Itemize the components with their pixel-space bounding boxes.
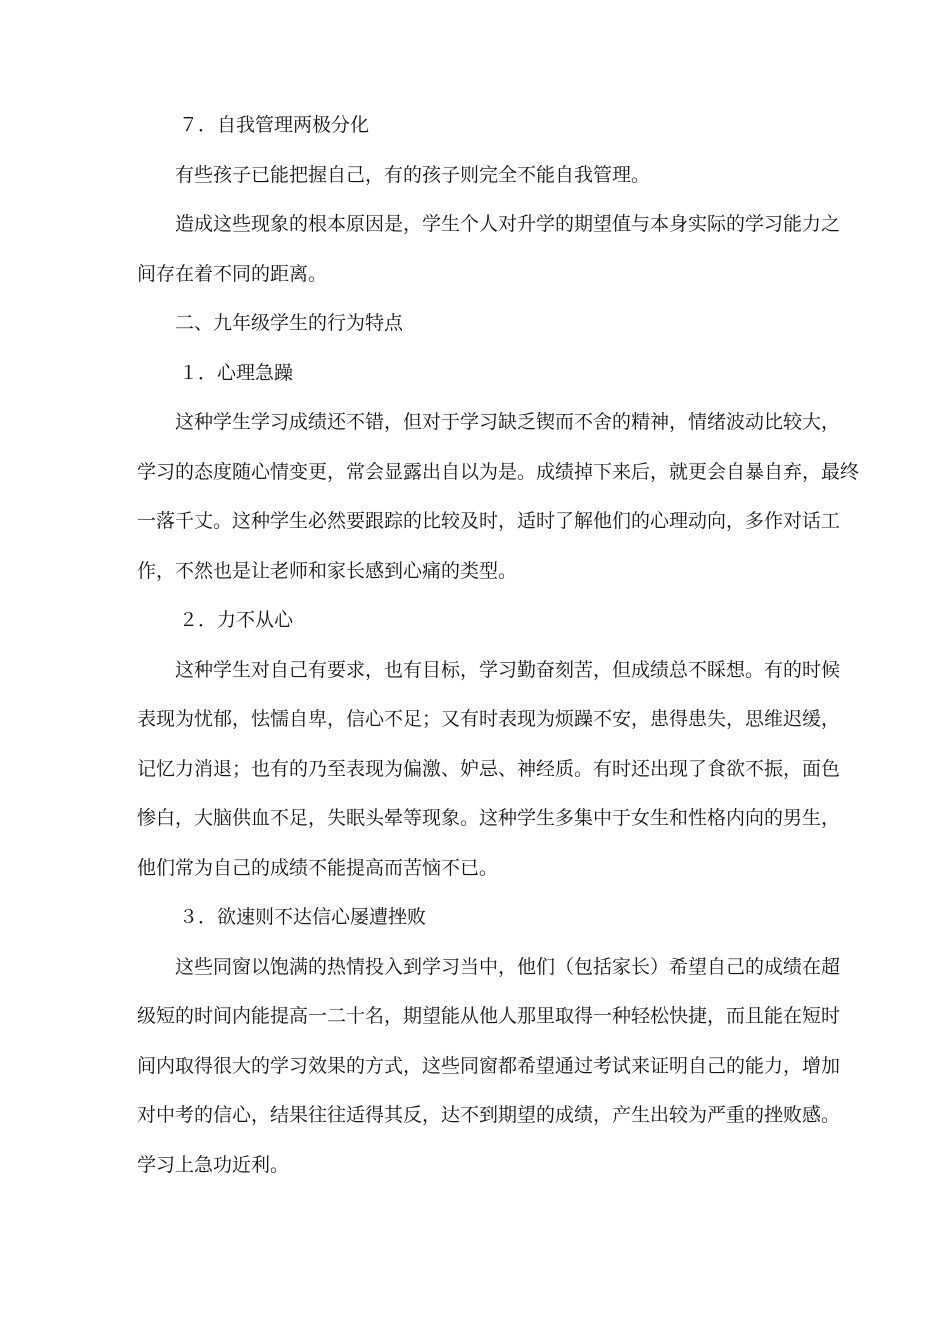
paragraph-line: 学习的态度随心情变更，常会显露出自以为是。成绩掉下来后，就更会自暴自弃，最终 xyxy=(137,460,860,483)
paragraph-line: 对中考的信心，结果往往适得其反，达不到期望的成绩，产生出较为严重的挫败感。 xyxy=(137,1104,841,1126)
item-1-heading: １．心理急躁 xyxy=(179,361,294,384)
paragraph-line: 一落千丈。这种学生必然要跟踪的比较及时，适时了解他们的心理动向，多作对话工 xyxy=(137,510,841,532)
part-2-heading: 二、九年级学生的行为特点 xyxy=(175,312,404,334)
item-3-heading: ３．欲速则不达信心屡遭挫败 xyxy=(179,906,427,928)
section-7-heading: ７．自我管理两极分化 xyxy=(179,114,370,136)
paragraph-line: 造成这些现象的根本原因是，学生个人对升学的期望值与本身实际的学习能力之 xyxy=(175,213,841,235)
document-body xyxy=(137,101,860,1190)
paragraph-line: 作，不然也是让老师和家长感到心痛的类型。 xyxy=(137,559,518,582)
item-2-heading: ２．力不从心 xyxy=(179,609,294,631)
paragraph-line: 学习上急功近利。 xyxy=(137,1153,290,1176)
paragraph-line: 表现为忧郁，怯懦自卑，信心不足；又有时表现为烦躁不安，患得患失，思维迟缓， xyxy=(137,708,841,730)
paragraph-line: 惨白，大脑供血不足，失眠头晕等现象。这种学生多集中于女生和性格内向的男生， xyxy=(137,807,841,829)
paragraph-line: 间存在着不同的距离。 xyxy=(137,262,328,285)
paragraph-line: 这种学生学习成绩还不错，但对于学习缺乏锲而不舍的精神，情绪波动比较大， xyxy=(175,411,841,433)
paragraph-line: 这种学生对自己有要求，也有目标，学习勤奋刻苦，但成绩总不睬想。有的时候 xyxy=(175,658,841,681)
paragraph-line: 级短的时间内能提高一二十名，期望能从他人那里取得一种轻松快捷，而且能在短时 xyxy=(137,1005,841,1027)
paragraph-line: 这些同窗以饱满的热情投入到学习当中，他们（包括家长）希望自己的成绩在超 xyxy=(175,955,841,978)
paragraph-line: 记忆力消退；也有的乃至表现为偏激、妒忌、神经质。有时还出现了食欲不振，面色 xyxy=(137,757,841,780)
paragraph-line: 间内取得很大的学习效果的方式，这些同窗都希望通过考试来证明自己的能力，增加 xyxy=(137,1054,841,1077)
paragraph-line: 他们常为自己的成绩不能提高而苦恼不已。 xyxy=(137,856,499,879)
paragraph-line: 有些孩子已能把握自己，有的孩子则完全不能自我管理。 xyxy=(175,163,651,186)
